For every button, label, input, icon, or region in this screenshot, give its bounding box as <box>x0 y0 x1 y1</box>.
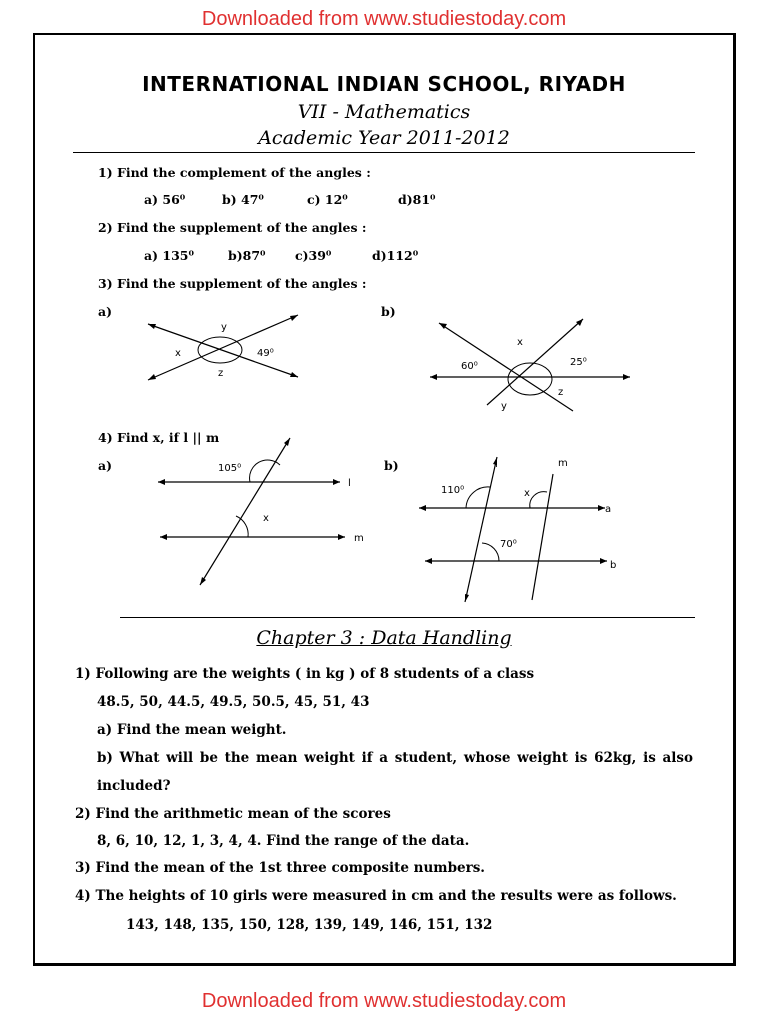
q1-opt-d: d)81⁰ <box>398 192 436 207</box>
fig3b-angle-arc <box>508 363 552 395</box>
fig4a-m: m <box>354 533 364 544</box>
fig3a-z: z <box>218 368 224 379</box>
angles-q3: 3) Find the supplement of the angles : <box>98 276 367 291</box>
dh-q1-b: b) What will be the mean weight if a student, whose weight is 62kg, is also <box>97 750 693 766</box>
figure-4a <box>150 432 375 592</box>
dh-q3: 3) Find the mean of the 1st three composite numbers. <box>75 860 486 876</box>
fig4a-arc-2 <box>236 516 248 537</box>
fig4a-angle: 105⁰ <box>218 463 242 474</box>
angles-q1: 1) Find the complement of the angles : <box>98 165 371 180</box>
angles-q2: 2) Find the supplement of the angles : <box>98 220 367 235</box>
q4-label-b: b) <box>384 458 399 473</box>
fig4b-angle1: 110⁰ <box>441 485 465 496</box>
q2-opt-c: c)39⁰ <box>295 248 332 263</box>
dh-q2: 2) Find the arithmetic mean of the scores <box>75 806 391 822</box>
q3-label-a: a) <box>98 304 113 319</box>
fig4b-arc-2 <box>530 492 547 508</box>
fig4b-l: l <box>495 459 498 470</box>
fig3a-angle: 49⁰ <box>257 348 274 359</box>
q2-opt-d: d)112⁰ <box>372 248 419 263</box>
fig3b-y: y <box>501 401 507 412</box>
q3-label-b: b) <box>381 304 396 319</box>
dh-q1-a: a) Find the mean weight. <box>97 722 287 738</box>
fig4b-b: b <box>610 560 617 571</box>
fig4b-x: x <box>524 488 530 499</box>
watermark-bottom[interactable]: Downloaded from www.studiestoday.com <box>201 990 567 1012</box>
header-divider <box>73 152 695 153</box>
fig3a-x: x <box>175 348 181 359</box>
section-divider <box>120 617 695 618</box>
fig4a-l: l <box>348 478 351 489</box>
watermark-top[interactable]: Downloaded from www.studiestoday.com <box>201 8 567 30</box>
q1-opt-b: b) 47⁰ <box>222 192 264 207</box>
fig4b-angle2: 70⁰ <box>500 539 517 550</box>
q2-opt-b: b)87⁰ <box>228 248 266 263</box>
fig4b-m: m <box>558 458 568 469</box>
fig4b-arc-3 <box>482 543 499 561</box>
q4-label-a: a) <box>98 458 113 473</box>
dh-q1-data: 48.5, 50, 44.5, 49.5, 50.5, 45, 51, 43 <box>97 694 370 710</box>
subject-title: VII - Mathematics <box>297 101 471 123</box>
dh-q4: 4) The heights of 10 girls were measured in cm and the results were as follows. <box>75 888 677 904</box>
fig4a-x: x <box>263 513 269 524</box>
fig4b-a: a <box>605 504 612 515</box>
q1-opt-c: c) 12⁰ <box>307 192 348 207</box>
q1-opt-a: a) 56⁰ <box>144 192 186 207</box>
fig4b-line-m <box>532 474 553 600</box>
chapter-title: Chapter 3 : Data Handling <box>256 627 512 649</box>
fig3b-angle2: 25⁰ <box>570 357 587 368</box>
fig3b-angle1: 60⁰ <box>461 361 478 372</box>
academic-year: Academic Year 2011-2012 <box>258 127 510 149</box>
figure-4b <box>415 452 635 607</box>
fig3b-x: x <box>517 337 523 348</box>
fig3b-line-1 <box>439 323 573 411</box>
angles-q4: 4) Find x, if l || m <box>98 430 220 445</box>
fig3b-line-2 <box>487 319 583 405</box>
dh-q2-data: 8, 6, 10, 12, 1, 3, 4, 4. Find the range of the data. <box>97 833 470 849</box>
figure-3b <box>425 315 640 415</box>
fig3a-y: y <box>221 322 227 333</box>
figure-3a <box>140 310 310 385</box>
dh-q1: 1) Following are the weights ( in kg ) of 8 students of a class <box>75 666 535 682</box>
fig4b-line-l <box>465 457 497 602</box>
dh-q4-data: 143, 148, 135, 150, 128, 139, 149, 146, 151, 132 <box>126 917 493 933</box>
fig4a-transversal <box>200 438 290 585</box>
q2-opt-a: a) 135⁰ <box>144 248 194 263</box>
school-title: INTERNATIONAL INDIAN SCHOOL, RIYADH <box>142 72 626 96</box>
dh-q1-b2: included? <box>97 778 171 794</box>
fig3b-z: z <box>558 387 564 398</box>
